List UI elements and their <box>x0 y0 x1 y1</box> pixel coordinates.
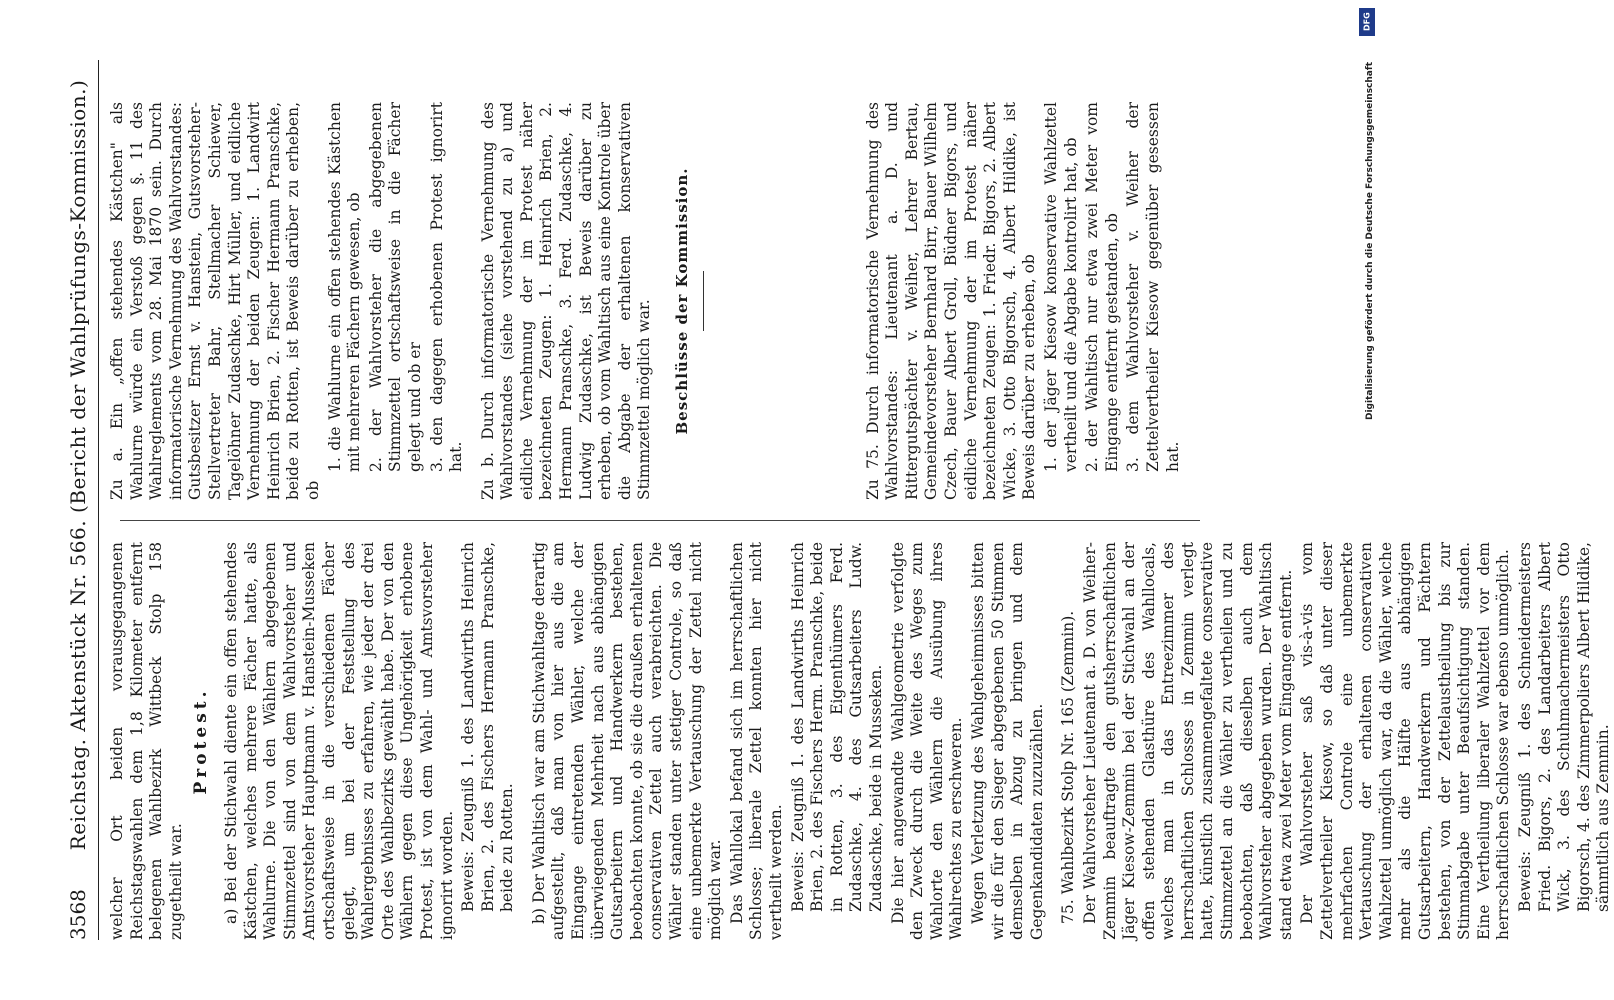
protest-heading: Protest. <box>191 687 212 795</box>
intro-paragraph: welcher Ort beiden vorausgegangenen Reichstagswahlen dem 1,8 Kilometer entfernt belegenen Wahlbezirk Wittbeck Stolp 158 zugetheilt war. <box>108 542 185 940</box>
section-75-heading: 75. Wahlbezirk Stolp Nr. 165 (Zemmin). <box>1059 610 1078 924</box>
page-number: 3568 <box>66 889 90 940</box>
spacer <box>657 102 667 500</box>
zu-b-paragraph: Zu b. Durch informatorische Vernehmung des Wahlvorstandes (siehe vorstehend zu a) und eidliche Vernehmung der im Protest näher bezeichneten Zeugen: 1. Heinrich Brien, 2. Hermann Pranschke, 3. Ferd. Zudaschke, 4. Ludwig Zudaschke, ist Beweis darüber zu erheben, ob vom Wahltisch aus eine Kontrole über die Abgabe der erhaltenen konservativen Stimmzettel möglich war. <box>478 102 654 500</box>
spacer <box>1049 542 1059 940</box>
left-column <box>108 542 1613 940</box>
section-75-paragraph-b: Der Wahlvorsteher saß vis-à-vis vom Zettelvertheiler Kiesow, so daß unter dieser mehrfachen Controle eine unbemerkte Vertauschung der erhaltenen conservativen Wahlzettel unmöglich war, da die Wähler, welche mehr als die Hälfte aus abhängigen Gutsarbeitern, Handwerkern und Pächtern bestehen, von der Zettelaustheilung bis zur Stimmabgabe unter Beaufsichtigung standen. Eine Vertheilung liberaler Wahlzettel vor dem herrschaftlichen Schlosse war ebenso unmöglich. <box>1298 542 1513 940</box>
zu-a-item: 1. die Wahlurne ein offen stehendes Kästchen mit mehreren Fächern gewesen, ob <box>325 102 364 472</box>
protest-paragraph-b2: Das Wahllokal befand sich im herrschaftlichen Schlosse; liberale Zettel konnten hier nicht vertheilt werden. <box>727 542 785 940</box>
right-column <box>108 102 1218 500</box>
spacer <box>520 542 530 940</box>
zu-75-item: 3. dem Wahlvorsteher v. Weiher der Zettelvertheiler Kiesow gegenüber gesessen hat. <box>1124 102 1182 472</box>
spacer <box>714 102 864 500</box>
protest-paragraph-b: b) Der Wahltisch war am Stichwahltage derartig aufgestellt, daß man von hier aus die am Eingange eintretenden Wähler, welche der überwiegenden Mehrheit nach aus abhängigen Gutsarbeitern und Handwerkern bestehen, beobachten konnte, ob sie die draußen erhaltenen conservativen Zettel auch verabreichten. Die Wähler standen unter stetiger Controle, so daß eine unbemerkte Vertauschung der Zettel nicht möglich war. <box>529 542 725 940</box>
column-divider <box>120 520 1200 521</box>
zu-75-paragraph: Zu 75. Durch informatorische Vernehmung des Wahlvorstandes: Lieutenant a. D. und Rittergutspächter v. Weiher, Lehrer Bertau, Gemeindevorsteher Bernhard Birr, Bauer Wilhelm Czech, Bauer Albert Groll, Büdner Bigors, und eidliche Vernehmung der im Protest näher bezeichneten Zeugen: 1. Friedr. Bigors, 2. Albert Wicke, 3. Otto Bigorsch, 4. Albert Hildike, ist Beweis darüber zu erheben, ob <box>863 102 1039 500</box>
beweis-a: Beweis: Zeugniß 1. des Landwirths Heinrich Brien, 2. des Fischers Hermann Pranschke, beide zu Rotten. <box>459 542 517 912</box>
spacer <box>469 102 479 500</box>
beweis-75: Beweis: Zeugniß 1. des Schneidermeisters Fried. Bigors, 2. des Landarbeiters Albert Wick, 3. des Schuhmachermeisters Otto Bigorsch, 4. des Zimmerpoliers Albert Hildike, sämmtlich aus Zemmin. <box>1515 542 1613 912</box>
protest-paragraph-a: a) Bei der Stichwahl diente ein offen stehendes Kästchen, welches mehrere Fächer hatte, als Wahlurne. Die von den Wählern abgegebenen Stimmzettel sind von dem Wahlvorsteher und Amtsvorsteher Hauptmann v. Hanstein-Musseken ortschaftsweise in die verschiedenen Fächer gelegt, um bei der Feststellung des Wahlergebnisses zu erfahren, wie jeder der drei Orte des Wahlbezirks gewählt habe. Der von den Wählern gegen diese Ungehörigkeit erhobene Protest, ist von dem Wahl- und Amtsvorsteher ignorirt worden. <box>221 542 456 940</box>
zu-75-item: 2. der Wahltisch nur etwa zwei Meter vom Eingange entfernt gestanden, ob <box>1083 102 1121 472</box>
zu-a-item: 2. der Wahlvorsteher die abgegebenen Stimmzettel ortschaftsweise in die Fächer gelegt und ob er <box>366 102 424 472</box>
section-75-paragraph-a: Der Wahlvorsteher Lieutenant a. D. von Weiher-Zemmin beauftragte den gutsherrschaftlichen Jäger Kiesow-Zemmin bei der Stichwahl an der offen stehenden Glasthüre des Wahllocals, welches man in das Entreezimmer des herrschaftlichen Schlosses in Zemmin verlegt hatte, künstlich zusammengefaltete conservative Stimmzettel an die Wähler zu vertheilen und zu beobachten, daß dieselben auch dem Wahlvorsteher abgegeben wurden. Der Wahltisch stand etwa zwei Meter vom Eingange entfernt. <box>1080 542 1295 940</box>
page-header <box>60 60 96 940</box>
header-rule <box>98 60 99 940</box>
dfg-credit-text: Digitalisierung gefördert durch die Deutsche Forschungsgemeinschaft <box>1365 61 1375 420</box>
protest-paragraph-d: Wegen Verletzung des Wahlgeheimnisses bitten wir die für den Sieger abgegebenen 50 Stimmen demselben in Abzug zu bringen und dem Gegenkandidaten zuzuzählen. <box>968 542 1046 940</box>
zu-a-item: 3. den dagegen erhobenen Protest ignorirt hat. <box>427 102 466 472</box>
zu-a-paragraph: Zu a. Ein „offen stehendes Kästchen" als Wahlurne würde ein Verstoß gegen §. 11 des Wahlreglements vom 28. Mai 1870 sein. Durch informatorische Vernehmung des Wahlvorstandes: Gutsbesitzer Ernst v. Hanstein, Gutsvorsteher-Stellvertreter Bahr, Stellmacher Schiewer, Tagelöhner Zudaschke, Hirt Müller, und eidliche Vernehmung der beiden Zeugen: 1. Landwirt Heinrich Brien, 2. Fischer Hermann Pranschke, beide zu Rotten, ist Beweis darüber zu erheben, ob <box>108 102 322 500</box>
beschluesse-heading: Beschlüsse der Kommission. <box>673 167 692 435</box>
dfg-credit <box>1357 8 1377 988</box>
dfg-logo: DFG <box>1359 8 1375 36</box>
page-title: Reichstag. Aktenstück Nr. 566. (Bericht der Wahlprüfungs-Kommission.) <box>66 79 90 851</box>
zu-75-item: 1. der Jäger Kiesow konservative Wahlzettel vertheilt und die Abgabe kontrolirt hat, ob <box>1041 102 1080 472</box>
beweis-b: Beweis: Zeugniß 1. des Landwirths Heinrich Brien, 2. des Fischers Herm. Pranschke, beide in Rotten, 3. des Eigenthümers Ferd. Zudaschke, 4. des Gutsarbeiters Ludw. Zudaschke, beide in Musseken. <box>788 542 885 912</box>
protest-paragraph-c: Die hier angewandte Wahlgeometrie verfolgte den Zweck durch die Weite des Weges zum Wahlorte den Wählern die Ausübung ihres Wahlrechtes zu erschweren. <box>888 542 966 940</box>
heading-rule <box>703 271 704 331</box>
